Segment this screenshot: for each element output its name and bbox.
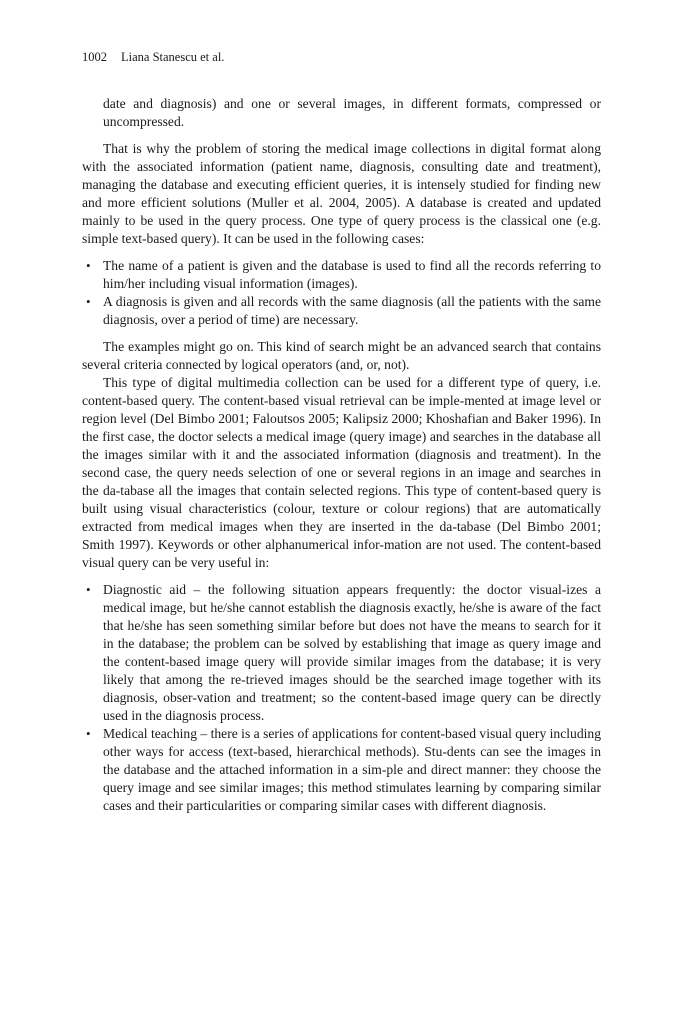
paragraph: This type of digital multimedia collection can be used for a different type of query, i.e. content-based query. The content-based visual retrieval can be imple-mented at image level or region level (Del Bimbo 2001; Faloutsos 2005; Kalipsiz 2000; Khoshafian and Baker 1996). In the first case, the doctor selects a medical image (query image) and searches in the database all the images similar with it and the associated information (diagnosis and treatment). In the second case, the query needs selection of one or several regions in an image and searches in the da-tabase all the images that contain selected regions. This type of content-based query is built using visual characteristics (colour, texture or colour regions) that are automatically extracted from medical images when they are inserted in the da-tabase (Del Bimbo 2001; Smith 1997). Keywords or other alphanumerical infor-mation are not used. The content-based visual query can be very useful in: (82, 375, 601, 570)
paragraph: The examples might go on. This kind of search might be an advanced search that contains several criteria connected by logical operators (and, or, not). (82, 339, 601, 372)
running-title: Liana Stanescu et al. (121, 50, 225, 64)
bullet-icon: • (86, 582, 91, 597)
paragraph-continued: date and diagnosis) and one or several images, in different formats, compressed or uncompressed. (103, 96, 601, 129)
bullet-icon: • (86, 258, 91, 273)
bullet-item: • Medical teaching – there is a series of applications for content-based visual query including other ways for access (text-based, hierarchical methods). Stu-dents can see the images in the database and the attached information in a sim-ple and direct manner: they choose the query image and see similar images; this method stimulates learning by comparing similar cases and their particularities or comparing similar cases with different diagnosis. (86, 726, 601, 813)
bullet-list (82, 581, 601, 815)
page-number: 1002 (82, 50, 107, 64)
bullet-item: • The name of a patient is given and the database is used to find all the records referring to him/her including visual information (images). (86, 258, 601, 291)
bullet-icon: • (86, 726, 91, 741)
bullet-item: • Diagnostic aid – the following situation appears frequently: the doctor visual-izes a medical image, but he/she cannot establish the diagnosis exactly, he/she is aware of the fact that he/she has seen something similar before but does not have the means to search for it in the database; the problem can be solved by establishing that image as query image and the content-based image query will provide similar images from the database; it is very likely that among the re-trieved images should be the searched image together with its diagnosis, obser-vation and treatment; so the content-based image query can be directly used in the diagnosis process. (86, 582, 601, 723)
bullet-item: • A diagnosis is given and all records with the same diagnosis (all the patients with the same diagnosis, over a period of time) are necessary. (86, 294, 601, 327)
bullet-icon: • (86, 294, 91, 309)
running-header (82, 49, 224, 65)
page-body (82, 95, 601, 815)
bullet-list (82, 257, 601, 329)
paragraph: That is why the problem of storing the medical image collections in digital format along with the associated information (patient name, diagnosis, consulting date and treatment), managing the database and executing efficient queries, it is intensely studied for finding new and more efficient solutions (Muller et al. 2004, 2005). A database is created and updated mainly to be used in the query process. One type of query process is the classical one (e.g. simple text-based query). It can be used in the following cases: (82, 141, 601, 246)
